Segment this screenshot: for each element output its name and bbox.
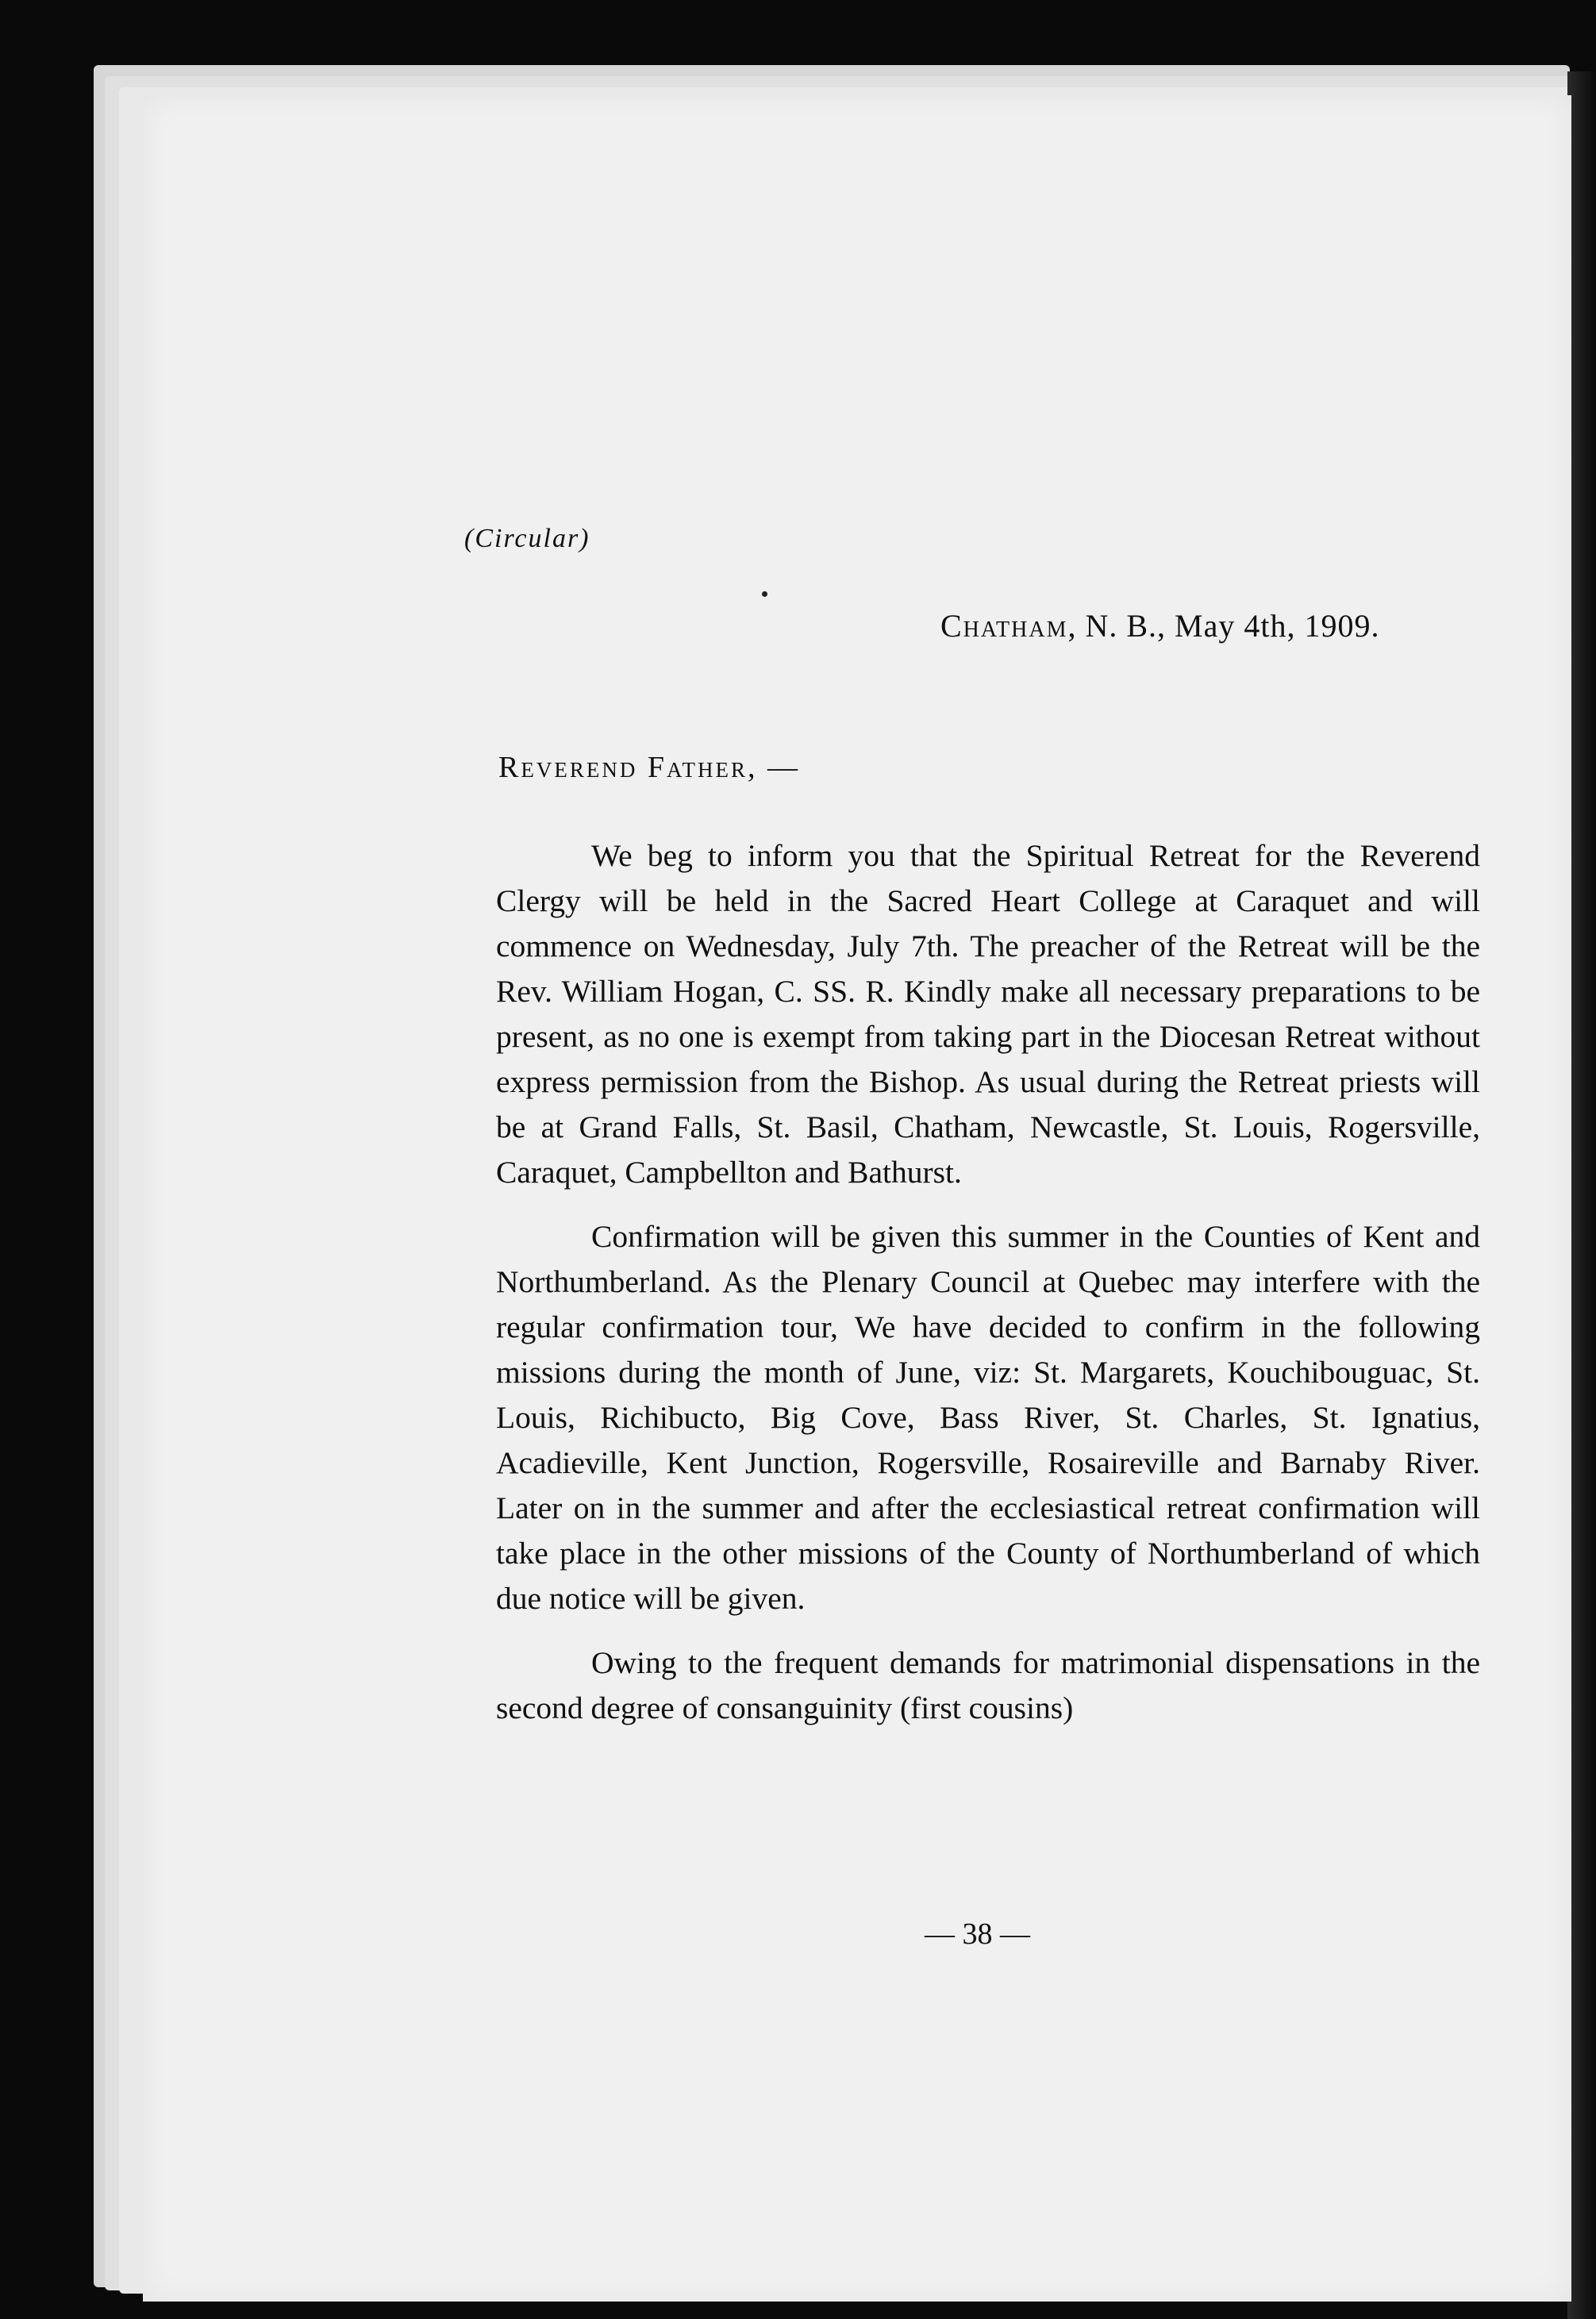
page-number: — 38 — [925,1917,1030,1951]
salutation: Reverend Father, — [498,751,800,784]
dateline-date: , N. B., May 4th, 1909. [1067,608,1380,644]
circular-label: (Circular) [464,524,590,553]
document-page [143,95,1571,2302]
dateline [940,607,1379,644]
dateline-place: Chatham [940,608,1068,644]
paragraph-confirmation: Confirmation will be given this summer in the Counties of Kent and Northumberland. As the Plenary Council at Quebec may interfere with the regular confirmation tour, We have decided to confirm in the following missions during the month of June, viz: St. Margarets, Kouchibouguac, St. Louis, Richibucto, Big Cove, Bass River, St. Charles, St. Ignatius, Acadieville, Kent Junction, Rogersville, Rosaireville and Barnaby River. Later on in the summer and after the ecclesiastical retreat confirmation will take place in the other missions of the County of Northumberland of which due notice will be given. [496,1219,1480,1616]
binding-shadow [1567,71,1596,2319]
ink-speck [762,591,767,597]
paragraph-dispensations: Owing to the frequent demands for matrimonial dispensations in the second degree of consanguinity (first cousins) [496,1645,1480,1725]
letter-body [496,833,1480,1750]
paragraph-retreat: We beg to inform you that the Spiritual Retreat for the Reverend Clergy will be held in the Sacred Heart College at Caraquet and will commence on Wednesday, July 7th. The preacher of the Retreat will be the Rev. William Hogan, C. SS. R. Kindly make all necessary preparations to be present, as no one is exempt from taking part in the Diocesan Retreat without express permission from the Bishop. As usual during the Retreat priests will be at Grand Falls, St. Basil, Chatham, Newcastle, St. Louis, Rogersville, Caraquet, Campbellton and Bathurst. [496,838,1480,1190]
